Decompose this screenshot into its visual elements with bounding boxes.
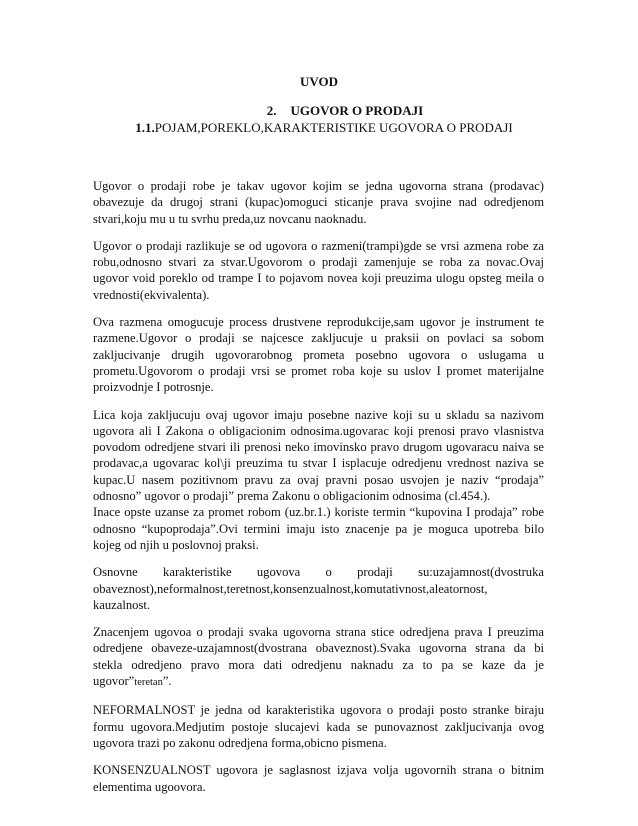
paragraph-uzajamnost	[93, 624, 544, 691]
section-number: 1.1.	[135, 120, 155, 135]
document-body	[93, 178, 544, 806]
chapter-title: UGOVOR O PRODAJI	[290, 103, 424, 118]
karakteristike-rest: obaveznost),neformalnost,teretnost,konsenzualnost,komutativnost,aleatornost, kauzalnost.	[93, 581, 488, 612]
document-title: UVOD	[299, 74, 339, 89]
paragraph-razmena: Ugovor o prodaji razlikuje se od ugovora o razmeni(trampi)gde se vrsi azmena robe za robu,odnosno stvari za stvar.Ugovorom o prodaji zamenjuje se roba za novac.Ovaj ugovor void poreklo od trampe I to pojavom novea koji preuzima ulogu opsteg meila o vrednosti(ekvivalenta).	[93, 238, 544, 302]
teretan-word: teretan	[134, 677, 163, 689]
paragraph-konsenzualnost: KONSENZUALNOST ugovora je saglasnost izjava volja ugovornih strana o bitnim elementima ugoovora.	[93, 763, 544, 794]
paragraph-reprodukcija: Ova razmena omogucuje process drustvene reprodukcije,sam ugovor je instrument te razmene.Ugovor o prodaji se najcesce zakljucuje u praksii on povlaci sa sobom zakljucivanje drugih ugovorarobnog prometa posebno ugovora o uslugama u prometu.Ugovorom o prodaji vrsi se promet roba koje su uslov I promet materijalne proizvodnje I potrosnje.	[93, 315, 544, 395]
uzajamnost-end: ”.	[162, 674, 172, 689]
section-heading	[0, 120, 638, 136]
chapter-number: 2.	[266, 103, 277, 118]
paragraph-neformalnost: NEFORMALNOST je jedna od karakteristika ugovora o prodaji posto stranke biraju formu ugovora.Medjutim postoje slucajevi kada se punovaznost zakljucivanja ovog ugovora trazi po zakonu odredjena forma,obicno pismena.	[93, 703, 544, 750]
paragraph-karakteristike	[93, 564, 544, 613]
section-title: POJAM,POREKLO,KARAKTERISTIKE UGOVORA O PRODAJI	[154, 120, 513, 135]
uzajamnost-text: Znacenjem ugovoa o prodaji svaka ugovorna strana stice odredjena prava I preuzima odredjene obaveze-uzajamnost(dvostrana obaveznost).Svaka ugovorna strana da bi stekla odredjeno pravo mora dati odredjenu naknadu za to pa se kaze da je ugovor”	[93, 625, 544, 689]
chapter-heading	[0, 103, 638, 119]
paragraph-lica: Lica koja zakljucuju ovaj ugovor imaju posebne nazive koji su u skladu sa nazivom ugovora ali I Zakona o obligacionim odnosima.ugovarac koji prenosi pravo vlasnistva povodom odredjene stvari ili prenosi neko imovinsko pravo drugom ugovaracu naiva se prodavac,a ugovarac kol\ji preuzima tu stvar I isplacuje odredjenu vrednost naziva se kupac.U nasem pozitivnom pravu za ovaj pravni posao usvojen je naziv “prodaja” odnosno” ugovor o prodaji” prema Zakonu o obligacionim odnosima (cl.454.).	[93, 407, 544, 504]
paragraph-uzanse: Inace opste uzanse za promet robom (uz.br.1.) koriste termin “kupovina I prodaja” robe odnosno “kupoprodaja”.Ovi termini imaju isto znacenje pa je moguca upotreba bilo kojeg od njih u poslovnoj praksi.	[93, 505, 544, 552]
karakteristike-first-line: Osnovne karakteristike ugovova o prodaji su:uzajamnost(dvostruka	[93, 565, 544, 580]
paragraph-definition: Ugovor o prodaji robe je takav ugovor kojim se jedna ugovorna strana (prodavac) obavezuje da drugoj strani (kupac)omoguci sticanje prava svojine nad odredjenom stvari,koju mu u tu svrhu preda,uz novcanu naoknadu.	[93, 179, 544, 226]
